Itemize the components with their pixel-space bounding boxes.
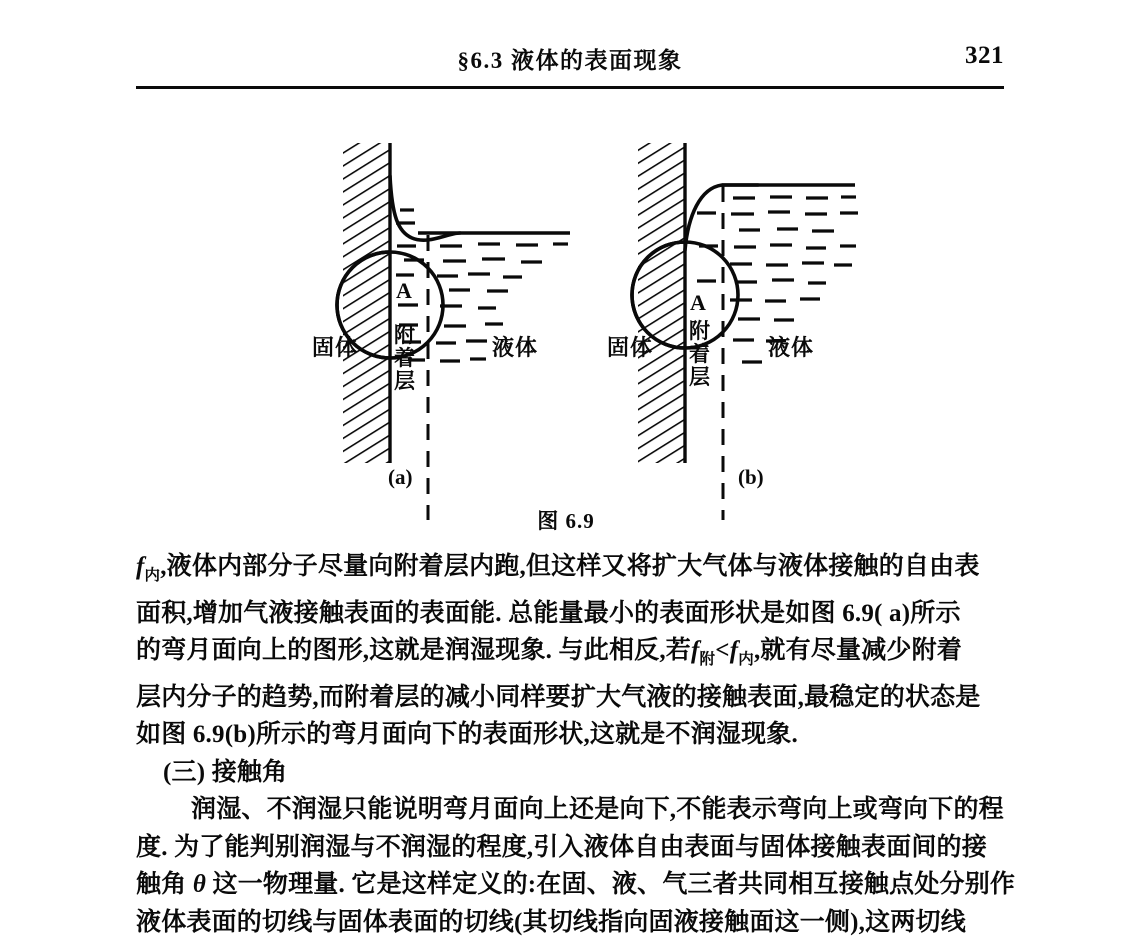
solid-wall-hatching-a bbox=[343, 143, 390, 463]
body-text bbox=[136, 548, 1016, 941]
svg-text:附: 附 bbox=[689, 320, 710, 343]
solid-wall-hatching-b bbox=[638, 143, 685, 463]
svg-text:层: 层 bbox=[394, 370, 415, 393]
label-solid-b: 固体 bbox=[607, 335, 653, 360]
label-solid-a: 固体 bbox=[312, 335, 358, 360]
figure-6-9-drawing bbox=[0, 120, 1132, 520]
body-line: 液体表面的切线与固体表面的切线(其切线指向固液接触面这一侧),这两切线 bbox=[136, 904, 1016, 941]
body-line: 润湿、不润湿只能说明弯月面向上还是向下,不能表示弯向上或弯向下的程 bbox=[136, 791, 1016, 829]
body-line: 层内分子的趋势,而附着层的减小同样要扩大气液的接触表面,最稳定的状态是 bbox=[136, 679, 1016, 717]
body-line: (三) 接触角 bbox=[136, 754, 1016, 792]
figure-panel-b bbox=[607, 143, 858, 520]
label-adhesion-layer-b bbox=[689, 320, 710, 389]
header-divider bbox=[136, 86, 1004, 89]
label-liquid-a: 液体 bbox=[492, 335, 538, 360]
body-line: 触角 θ 这一物理量. 它是这样定义的:在固、液、气三者共同相互接触点处分别作 bbox=[136, 866, 1016, 904]
figure-caption: 图 6.9 bbox=[0, 505, 1132, 535]
svg-text:着: 着 bbox=[689, 342, 710, 366]
running-head bbox=[136, 42, 1004, 86]
figure-panel-a bbox=[312, 143, 570, 520]
meniscus-curve-a bbox=[390, 176, 460, 240]
page-number: 321 bbox=[965, 42, 1004, 70]
body-line: 度. 为了能判别润湿与不润湿的程度,引入液体自由表面与固体接触表面间的接 bbox=[136, 829, 1016, 867]
label-point-a: A bbox=[396, 278, 412, 303]
sublabel-b: (b) bbox=[738, 465, 764, 489]
svg-text:附: 附 bbox=[394, 324, 415, 347]
section-title: §6.3 液体的表面现象 bbox=[136, 42, 1004, 75]
label-adhesion-layer-a bbox=[394, 324, 415, 393]
label-liquid-b: 液体 bbox=[768, 335, 814, 360]
svg-text:层: 层 bbox=[689, 366, 710, 389]
body-line: 如图 6.9(b)所示的弯月面向下的表面形状,这就是不润湿现象. bbox=[136, 716, 1016, 754]
body-line: 面积,增加气液接触表面的表面能. 总能量最小的表面形状是如图 6.9( a)所示 bbox=[136, 595, 1016, 633]
sublabel-a: (a) bbox=[388, 465, 413, 489]
label-point-b: A bbox=[690, 290, 706, 315]
svg-text:着: 着 bbox=[394, 346, 415, 370]
body-line: $f_内$,液体内部分子尽量向附着层内跑,但这样又将扩大气体与液体接触的自由表 bbox=[136, 548, 1016, 595]
body-line: 的弯月面向上的图形,这就是润湿现象. 与此相反,若$f_附<f_内$,就有尽量减少附着 bbox=[136, 632, 1016, 679]
figure-6-9 bbox=[0, 120, 1132, 540]
